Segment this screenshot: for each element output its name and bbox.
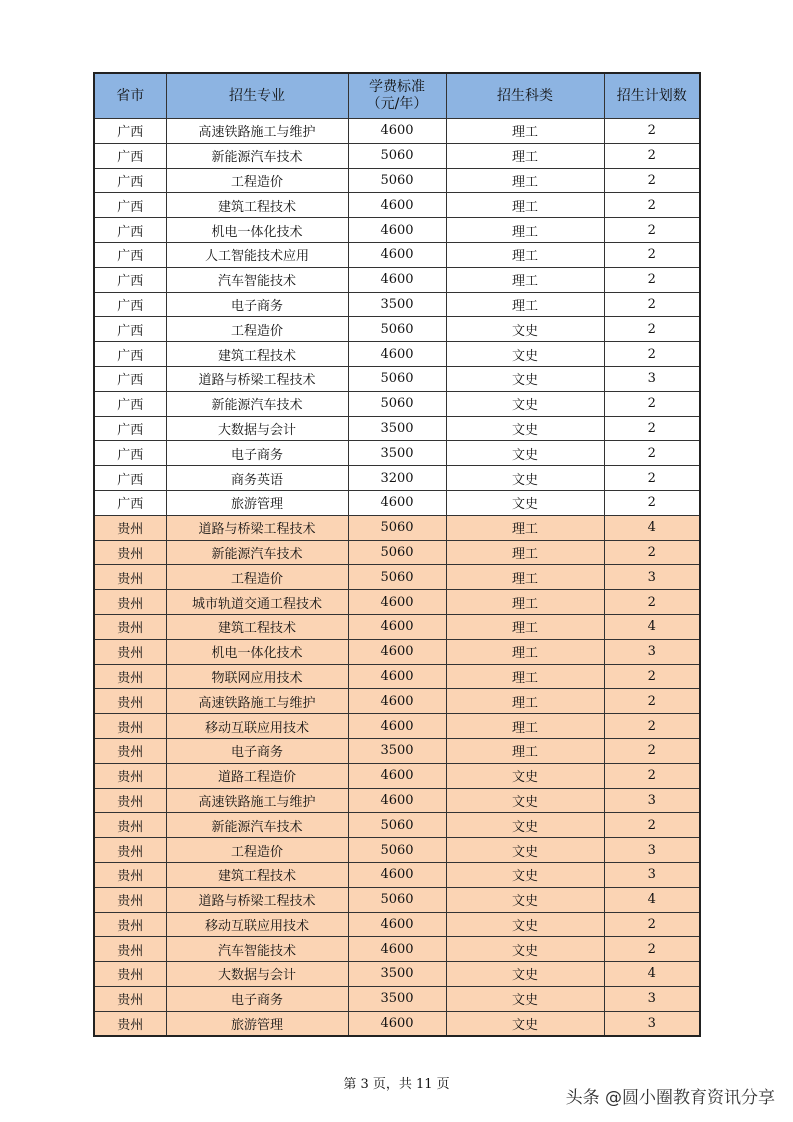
cell-category: 文史: [446, 962, 604, 987]
cell-province: 贵州: [94, 614, 166, 639]
table-row: [94, 639, 700, 664]
cell-plan: 4: [604, 614, 700, 639]
table-row: [94, 614, 700, 639]
table-row: [94, 1011, 700, 1036]
cell-plan: 2: [604, 738, 700, 763]
cell-category: 理工: [446, 590, 604, 615]
table-row: [94, 540, 700, 565]
header-province: 省市: [94, 73, 166, 119]
table-row: [94, 838, 700, 863]
cell-plan: 2: [604, 689, 700, 714]
header-fee-line2: （元/年）: [366, 96, 428, 112]
cell-province: 广西: [94, 168, 166, 193]
cell-province: 贵州: [94, 590, 166, 615]
cell-province: 广西: [94, 292, 166, 317]
cell-plan: 2: [604, 813, 700, 838]
cell-fee: 3500: [348, 441, 446, 466]
cell-province: 贵州: [94, 986, 166, 1011]
cell-province: 广西: [94, 143, 166, 168]
cell-plan: 2: [604, 416, 700, 441]
cell-major: 高速铁路施工与维护: [166, 689, 348, 714]
table-row: [94, 292, 700, 317]
cell-fee: 4600: [348, 788, 446, 813]
table-row: [94, 242, 700, 267]
cell-major: 工程造价: [166, 838, 348, 863]
cell-province: 广西: [94, 366, 166, 391]
cell-plan: 2: [604, 540, 700, 565]
table-row: [94, 193, 700, 218]
cell-fee: 4600: [348, 714, 446, 739]
cell-plan: 2: [604, 267, 700, 292]
cell-category: 理工: [446, 689, 604, 714]
cell-plan: 3: [604, 366, 700, 391]
cell-province: 广西: [94, 416, 166, 441]
cell-fee: 5060: [348, 143, 446, 168]
cell-fee: 4600: [348, 193, 446, 218]
cell-plan: 3: [604, 788, 700, 813]
cell-fee: 3500: [348, 292, 446, 317]
cell-fee: 4600: [348, 862, 446, 887]
cell-province: 广西: [94, 441, 166, 466]
cell-major: 新能源汽车技术: [166, 391, 348, 416]
cell-major: 道路与桥梁工程技术: [166, 366, 348, 391]
cell-major: 高速铁路施工与维护: [166, 119, 348, 144]
cell-fee: 5060: [348, 540, 446, 565]
cell-category: 文史: [446, 986, 604, 1011]
cell-fee: 4600: [348, 689, 446, 714]
cell-category: 理工: [446, 267, 604, 292]
cell-major: 移动互联应用技术: [166, 912, 348, 937]
cell-province: 贵州: [94, 887, 166, 912]
page-number: 第 3 页，共 11 页: [343, 1077, 450, 1092]
cell-fee: 4600: [348, 763, 446, 788]
cell-province: 广西: [94, 119, 166, 144]
cell-category: 理工: [446, 168, 604, 193]
cell-province: 广西: [94, 218, 166, 243]
cell-province: 贵州: [94, 639, 166, 664]
cell-plan: 2: [604, 242, 700, 267]
cell-category: 理工: [446, 714, 604, 739]
cell-province: 贵州: [94, 565, 166, 590]
cell-fee: 4600: [348, 639, 446, 664]
cell-plan: 4: [604, 887, 700, 912]
cell-plan: 2: [604, 342, 700, 367]
cell-fee: 4600: [348, 218, 446, 243]
cell-fee: 4600: [348, 590, 446, 615]
cell-fee: 5060: [348, 813, 446, 838]
cell-fee: 4600: [348, 490, 446, 515]
cell-major: 物联网应用技术: [166, 664, 348, 689]
header-fee-line1: 学费标准: [369, 79, 425, 95]
cell-category: 文史: [446, 342, 604, 367]
cell-plan: 2: [604, 441, 700, 466]
cell-province: 广西: [94, 193, 166, 218]
cell-province: 贵州: [94, 813, 166, 838]
cell-plan: 3: [604, 1011, 700, 1036]
cell-province: 广西: [94, 391, 166, 416]
cell-category: 文史: [446, 317, 604, 342]
cell-plan: 2: [604, 391, 700, 416]
cell-province: 广西: [94, 317, 166, 342]
cell-category: 文史: [446, 490, 604, 515]
cell-plan: 2: [604, 292, 700, 317]
cell-fee: 5060: [348, 515, 446, 540]
cell-fee: 3200: [348, 466, 446, 491]
cell-fee: 4600: [348, 912, 446, 937]
cell-plan: 2: [604, 664, 700, 689]
cell-category: 理工: [446, 639, 604, 664]
cell-plan: 2: [604, 193, 700, 218]
cell-category: 理工: [446, 614, 604, 639]
cell-category: 理工: [446, 515, 604, 540]
cell-province: 贵州: [94, 515, 166, 540]
cell-major: 建筑工程技术: [166, 614, 348, 639]
cell-major: 电子商务: [166, 292, 348, 317]
table-header: [94, 73, 700, 119]
cell-plan: 2: [604, 590, 700, 615]
cell-province: 广西: [94, 490, 166, 515]
cell-fee: 3500: [348, 986, 446, 1011]
cell-fee: 4600: [348, 664, 446, 689]
cell-plan: 2: [604, 143, 700, 168]
cell-major: 新能源汽车技术: [166, 143, 348, 168]
cell-major: 建筑工程技术: [166, 862, 348, 887]
cell-province: 贵州: [94, 838, 166, 863]
cell-major: 汽车智能技术: [166, 937, 348, 962]
cell-category: 理工: [446, 565, 604, 590]
cell-fee: 3500: [348, 416, 446, 441]
header-plan: 招生计划数: [604, 73, 700, 119]
cell-province: 广西: [94, 342, 166, 367]
cell-category: 理工: [446, 193, 604, 218]
source-watermark: 头条 @圆小圈教育资讯分享: [565, 1088, 775, 1108]
cell-province: 广西: [94, 242, 166, 267]
cell-category: 文史: [446, 862, 604, 887]
cell-plan: 2: [604, 912, 700, 937]
cell-fee: 4600: [348, 342, 446, 367]
cell-fee: 4600: [348, 267, 446, 292]
table-row: [94, 168, 700, 193]
cell-major: 建筑工程技术: [166, 193, 348, 218]
cell-category: 理工: [446, 119, 604, 144]
table-row: [94, 862, 700, 887]
cell-category: 理工: [446, 664, 604, 689]
cell-category: 文史: [446, 416, 604, 441]
cell-plan: 2: [604, 218, 700, 243]
table-row: [94, 366, 700, 391]
table-row: [94, 515, 700, 540]
cell-fee: 3500: [348, 962, 446, 987]
table-row: [94, 962, 700, 987]
table-row: [94, 590, 700, 615]
cell-plan: 3: [604, 862, 700, 887]
table-row: [94, 218, 700, 243]
table-row: [94, 466, 700, 491]
header-row: [94, 73, 700, 119]
cell-plan: 2: [604, 763, 700, 788]
cell-province: 贵州: [94, 788, 166, 813]
cell-fee: 4600: [348, 119, 446, 144]
cell-major: 工程造价: [166, 168, 348, 193]
cell-category: 文史: [446, 763, 604, 788]
table-row: [94, 267, 700, 292]
cell-category: 文史: [446, 838, 604, 863]
cell-category: 文史: [446, 813, 604, 838]
cell-fee: 3500: [348, 738, 446, 763]
cell-plan: 3: [604, 986, 700, 1011]
cell-plan: 2: [604, 119, 700, 144]
table-row: [94, 937, 700, 962]
cell-category: 理工: [446, 218, 604, 243]
cell-province: 贵州: [94, 962, 166, 987]
table-row: [94, 986, 700, 1011]
table-row: [94, 689, 700, 714]
cell-province: 贵州: [94, 763, 166, 788]
table-row: [94, 788, 700, 813]
cell-plan: 2: [604, 317, 700, 342]
cell-major: 工程造价: [166, 565, 348, 590]
cell-major: 商务英语: [166, 466, 348, 491]
cell-fee: 5060: [348, 366, 446, 391]
table-row: [94, 317, 700, 342]
cell-major: 汽车智能技术: [166, 267, 348, 292]
cell-plan: 3: [604, 639, 700, 664]
cell-major: 电子商务: [166, 738, 348, 763]
cell-major: 人工智能技术应用: [166, 242, 348, 267]
cell-category: 文史: [446, 391, 604, 416]
cell-major: 道路与桥梁工程技术: [166, 887, 348, 912]
table-row: [94, 441, 700, 466]
table-row: [94, 738, 700, 763]
cell-major: 新能源汽车技术: [166, 540, 348, 565]
cell-category: 文史: [446, 788, 604, 813]
cell-province: 贵州: [94, 862, 166, 887]
cell-category: 文史: [446, 937, 604, 962]
cell-major: 新能源汽车技术: [166, 813, 348, 838]
cell-province: 贵州: [94, 1011, 166, 1036]
cell-fee: 5060: [348, 317, 446, 342]
cell-fee: 5060: [348, 887, 446, 912]
cell-fee: 4600: [348, 1011, 446, 1036]
cell-fee: 5060: [348, 565, 446, 590]
cell-major: 电子商务: [166, 986, 348, 1011]
cell-province: 贵州: [94, 937, 166, 962]
header-fee: [348, 73, 446, 119]
cell-major: 工程造价: [166, 317, 348, 342]
cell-category: 文史: [446, 912, 604, 937]
cell-major: 旅游管理: [166, 1011, 348, 1036]
table-row: [94, 565, 700, 590]
table-row: [94, 119, 700, 144]
cell-province: 贵州: [94, 689, 166, 714]
cell-category: 理工: [446, 143, 604, 168]
cell-category: 文史: [446, 887, 604, 912]
cell-province: 广西: [94, 466, 166, 491]
cell-major: 城市轨道交通工程技术: [166, 590, 348, 615]
cell-major: 移动互联应用技术: [166, 714, 348, 739]
table-row: [94, 763, 700, 788]
table-row: [94, 714, 700, 739]
cell-fee: 4600: [348, 614, 446, 639]
cell-major: 大数据与会计: [166, 962, 348, 987]
header-major: 招生专业: [166, 73, 348, 119]
cell-major: 电子商务: [166, 441, 348, 466]
cell-category: 文史: [446, 1011, 604, 1036]
cell-fee: 5060: [348, 168, 446, 193]
cell-plan: 2: [604, 490, 700, 515]
cell-plan: 2: [604, 168, 700, 193]
cell-category: 理工: [446, 292, 604, 317]
cell-province: 贵州: [94, 738, 166, 763]
cell-province: 贵州: [94, 912, 166, 937]
cell-fee: 4600: [348, 242, 446, 267]
cell-plan: 3: [604, 838, 700, 863]
cell-major: 高速铁路施工与维护: [166, 788, 348, 813]
cell-province: 贵州: [94, 540, 166, 565]
cell-province: 广西: [94, 267, 166, 292]
table-body: [94, 119, 700, 1037]
cell-plan: 2: [604, 714, 700, 739]
cell-major: 机电一体化技术: [166, 218, 348, 243]
table-row: [94, 490, 700, 515]
table-row: [94, 416, 700, 441]
cell-category: 理工: [446, 242, 604, 267]
cell-fee: 5060: [348, 391, 446, 416]
cell-major: 大数据与会计: [166, 416, 348, 441]
table-row: [94, 912, 700, 937]
cell-category: 文史: [446, 366, 604, 391]
cell-fee: 4600: [348, 937, 446, 962]
table-row: [94, 664, 700, 689]
table-row: [94, 342, 700, 367]
cell-plan: 4: [604, 962, 700, 987]
cell-province: 贵州: [94, 664, 166, 689]
header-category: 招生科类: [446, 73, 604, 119]
cell-plan: 2: [604, 466, 700, 491]
cell-plan: 4: [604, 515, 700, 540]
cell-major: 道路工程造价: [166, 763, 348, 788]
enrollment-plan-table: [93, 72, 701, 1037]
cell-major: 旅游管理: [166, 490, 348, 515]
cell-major: 建筑工程技术: [166, 342, 348, 367]
cell-category: 理工: [446, 738, 604, 763]
cell-province: 贵州: [94, 714, 166, 739]
table-row: [94, 813, 700, 838]
cell-major: 道路与桥梁工程技术: [166, 515, 348, 540]
cell-category: 文史: [446, 441, 604, 466]
table-row: [94, 391, 700, 416]
cell-category: 文史: [446, 466, 604, 491]
table-row: [94, 887, 700, 912]
table-row: [94, 143, 700, 168]
cell-major: 机电一体化技术: [166, 639, 348, 664]
cell-fee: 5060: [348, 838, 446, 863]
cell-category: 理工: [446, 540, 604, 565]
cell-plan: 3: [604, 565, 700, 590]
cell-plan: 2: [604, 937, 700, 962]
